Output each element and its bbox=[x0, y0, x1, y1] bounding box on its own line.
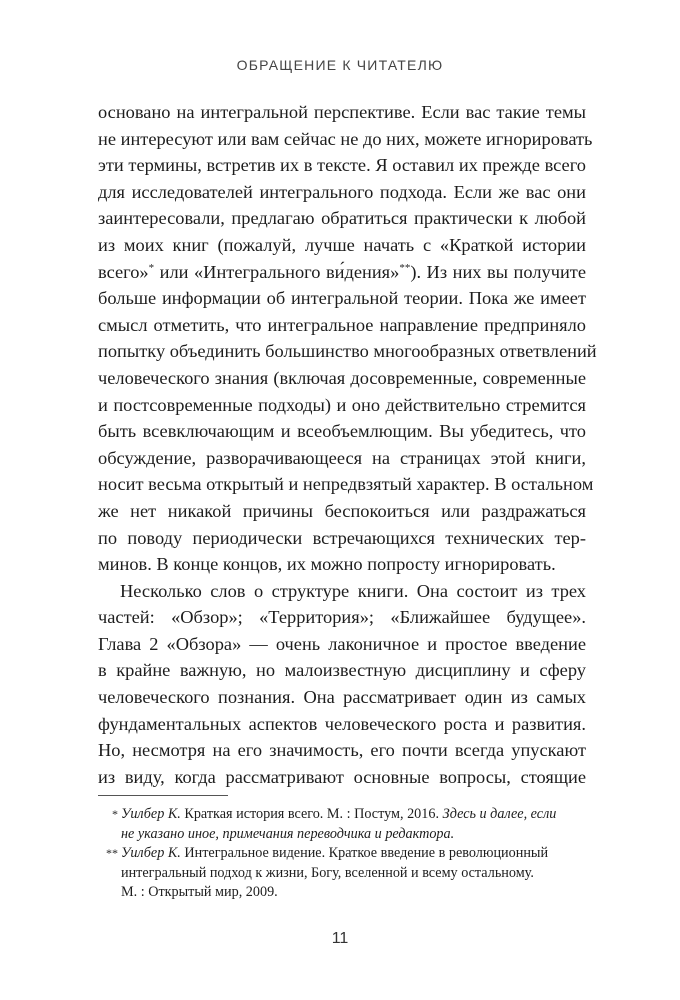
text-fragment: или «Интегрального ви́дения» bbox=[154, 261, 400, 282]
footnote-line bbox=[121, 805, 586, 825]
text-line: быть всевключающим и всеобъемлющим. Вы убедитесь, что bbox=[98, 421, 586, 442]
text-line: Глава 2 «Обзора» — очень лаконичное и простое введение bbox=[98, 633, 586, 654]
footnote-1 bbox=[98, 805, 586, 844]
text-line: из виду, когда рассматривают основные вопросы, стоящие bbox=[98, 766, 586, 787]
footnote-line: интегральный подход к жизни, Богу, вселенной и всему остальному. bbox=[121, 864, 534, 881]
text-line: попытку объединить большинство многообразных ответвлений bbox=[98, 341, 597, 362]
footnote-ref-1[interactable]: * bbox=[148, 261, 155, 274]
text-line: смысл отметить, что интегральное направление предприняло bbox=[98, 314, 586, 335]
text-line: частей: «Обзор»; «Территория»; «Ближайшее будущее». bbox=[98, 607, 586, 628]
footnote-ref-2[interactable]: ** bbox=[399, 261, 411, 274]
footnote-text: Краткая история всего. М. : Постум, 2016. bbox=[180, 806, 443, 822]
text-line: больше информации об интегральной теории. Пока же имеет bbox=[98, 288, 586, 309]
text-line: минов. В конце концов, их можно попросту игнорировать. bbox=[98, 554, 556, 575]
text-line: человеческого познания. Она рассматривает один из самых bbox=[98, 687, 586, 708]
footnote-author: Уилбер К. bbox=[121, 806, 181, 822]
text-line: в крайне важную, но малоизвестную дисциплину и сферу bbox=[98, 660, 586, 681]
footnote-line bbox=[121, 844, 586, 864]
main-text bbox=[98, 99, 597, 790]
footnotes bbox=[98, 805, 586, 903]
footnote-note: не указано иное, примечания переводчика и редактора. bbox=[121, 825, 455, 842]
text-line: по поводу периодически встречающихся технических тер- bbox=[98, 527, 586, 548]
text-line: Но, несмотря на его значимость, его почти всегда упускают bbox=[98, 740, 586, 761]
text-line: эти термины, встретив их в тексте. Я оставил их прежде всего bbox=[98, 155, 586, 176]
text-line: и постсовременные подходы) и оно действительно стремится bbox=[98, 394, 586, 415]
text-line: обсуждение, разворачивающееся на страницах этой книги, bbox=[98, 447, 586, 468]
text-fragment: ). Из них вы получите bbox=[410, 261, 586, 282]
text-line: заинтересовали, предлагаю обратиться практически к любой bbox=[98, 208, 586, 229]
text-line: фундаментальных аспектов человеческого роста и развития. bbox=[98, 713, 586, 734]
text-line: из моих книг (пожалуй, лучше начать с «Краткой истории bbox=[98, 234, 586, 255]
footnote-divider bbox=[98, 795, 228, 796]
footnote-marker: * bbox=[112, 807, 118, 821]
text-line: для исследователей интегрального подхода. Если же вас они bbox=[98, 181, 586, 202]
running-head: ОБРАЩЕНИЕ К ЧИТАТЕЛЮ bbox=[236, 57, 444, 73]
text-line: же нет никакой причины беспокоиться или раздражаться bbox=[98, 500, 586, 521]
page-number: 11 bbox=[331, 930, 349, 947]
text-line: носит весьма открытый и непредвзятый характер. В остальном bbox=[98, 474, 594, 495]
footnote-author: Уилбер К. bbox=[121, 845, 181, 861]
text-line: человеческого знания (включая досовременные, современные bbox=[98, 367, 586, 388]
footnote-note: Здесь и далее, если bbox=[442, 806, 557, 822]
footnote-text: Интегральное видение. Краткое введение в революционный bbox=[180, 845, 549, 861]
footnote-2 bbox=[98, 844, 586, 903]
text-line: Несколько слов о структуре книги. Она состоит из трех bbox=[120, 580, 586, 601]
footnote-line bbox=[121, 825, 586, 845]
text-line-with-footnote-refs bbox=[98, 259, 586, 286]
footnote-line: М. : Открытый мир, 2009. bbox=[121, 884, 278, 900]
text-fragment: всего» bbox=[98, 261, 149, 282]
footnote-marker: ** bbox=[106, 846, 118, 860]
text-line: не интересуют или вам сейчас не до них, можете игнорировать bbox=[98, 128, 593, 149]
text-line: основано на интегральной перспективе. Если вас такие темы bbox=[98, 102, 586, 122]
